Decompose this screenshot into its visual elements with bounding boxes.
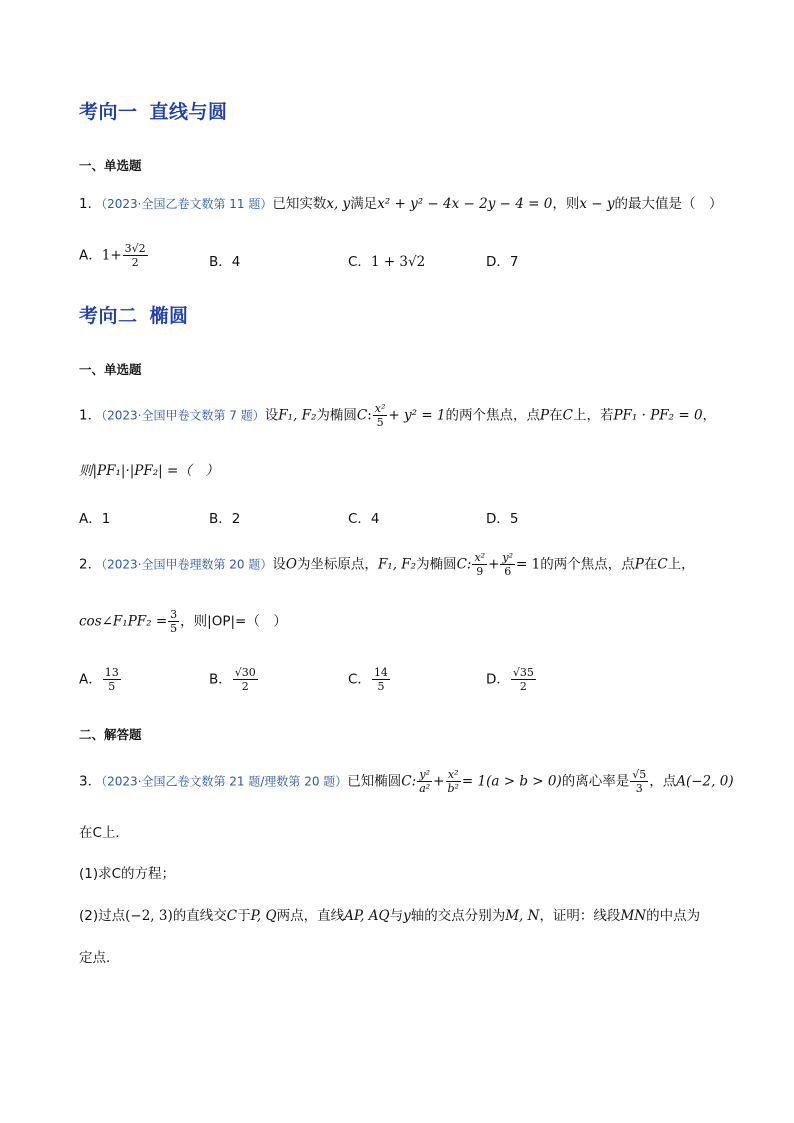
fraction-y-a xyxy=(417,768,432,795)
question-text: 为坐标原点， xyxy=(296,556,378,573)
question-text: 已知实数 xyxy=(272,196,327,212)
question-text: 设 xyxy=(264,407,279,424)
t2q2-option-b[interactable] xyxy=(209,666,259,693)
topic-1-title: 直线与圆 xyxy=(149,101,228,123)
fraction-numerator: √30 xyxy=(234,666,256,679)
option-label: D． xyxy=(486,671,510,688)
topic-1-section-single-choice: 一、单选题 xyxy=(79,158,142,173)
fraction-numerator: √5 xyxy=(632,768,647,781)
math-point: (−2, 3) xyxy=(125,908,173,924)
fraction-denominator: 2 xyxy=(519,680,527,693)
math-MN-segment: MN xyxy=(620,908,647,924)
question-text: 两点，直线 xyxy=(276,908,345,924)
question-text: 为椭圆 xyxy=(416,556,457,573)
option-math: 1+ xyxy=(101,247,122,264)
math-C: C xyxy=(562,407,573,424)
t2q1-option-a[interactable]: A．1 xyxy=(79,511,111,527)
t2-question-3-part-2 xyxy=(79,906,700,926)
fraction-numerator: 13 xyxy=(104,666,119,679)
question-source: （2023·全国乙卷文数第 11 题） xyxy=(101,197,273,211)
question-number: 1． xyxy=(79,407,102,424)
math-plus: + xyxy=(433,773,445,790)
fraction-denominator: 2 xyxy=(131,256,139,269)
question-text: 于 xyxy=(237,908,251,924)
question-text: 的两个焦点，点 xyxy=(445,407,541,424)
question-text: 上，若 xyxy=(572,407,614,424)
fraction-denominator: 5 xyxy=(377,680,385,693)
option-label: B． xyxy=(209,671,232,688)
math-PQ: P, Q xyxy=(250,908,277,924)
fraction-numerator: x² xyxy=(447,768,459,781)
math-plus: + xyxy=(488,556,500,573)
question-text: 为椭圆 xyxy=(316,407,357,424)
option-fraction xyxy=(372,666,390,693)
question-number: 1． xyxy=(79,196,102,212)
question-text: 轴的交点分别为 xyxy=(410,908,506,924)
math-eq: = 1 xyxy=(516,556,541,573)
math-cos: cos∠F₁PF₂ = xyxy=(79,613,168,630)
question-text: 的离心率是 xyxy=(561,773,630,790)
math-P: P xyxy=(634,556,644,573)
topic-1-heading xyxy=(79,97,228,124)
topic-2-label: 考向二 xyxy=(79,305,138,327)
question-text: 的最大值是（ ） xyxy=(614,196,723,212)
option-fraction xyxy=(233,666,258,693)
t2q1-option-d[interactable]: D．5 xyxy=(486,511,519,527)
question-text: 与 xyxy=(389,908,404,924)
question-text: 在 xyxy=(643,556,658,573)
math-O: O xyxy=(285,556,297,573)
option-label: C． xyxy=(348,254,371,270)
t2q1-option-c[interactable]: C．4 xyxy=(348,511,380,527)
fraction-x xyxy=(472,551,487,578)
question-text: 的直线交 xyxy=(172,908,227,924)
t2q2-option-a[interactable] xyxy=(79,666,122,693)
question-text: 的两个焦点，点 xyxy=(540,556,635,573)
math-MN: M, N xyxy=(505,908,540,924)
math-C: C: xyxy=(401,773,417,790)
fraction-denominator: 2 xyxy=(241,680,249,693)
fraction-numerator: y² xyxy=(419,768,430,781)
fraction-numerator: x² xyxy=(374,402,386,415)
fraction-denominator: a² xyxy=(419,782,431,795)
math-C: C xyxy=(226,908,238,924)
t2-question-3-line-2: 在C上． xyxy=(79,825,129,841)
option-fraction xyxy=(103,666,121,693)
t2-question-3 xyxy=(79,768,734,795)
question-text: 上， xyxy=(667,556,695,573)
math-P: P xyxy=(540,407,550,424)
option-label: A． xyxy=(79,247,102,264)
option-label: A． xyxy=(79,671,102,688)
t1q1-option-d[interactable]: D．7 xyxy=(486,254,519,270)
t2-question-2-line-2 xyxy=(79,608,287,635)
t2-question-3-part-1: (1)求C的方程； xyxy=(79,866,176,882)
math-C: C xyxy=(657,556,668,573)
t1q1-option-a[interactable] xyxy=(79,242,149,269)
fraction-eccentricity xyxy=(630,768,648,795)
fraction-numerator: y² xyxy=(502,551,514,564)
fraction-numerator: 3√2 xyxy=(124,242,146,255)
question-text: ， xyxy=(702,407,717,424)
t2q1-option-b[interactable]: B．2 xyxy=(209,511,241,527)
question-number: 2． xyxy=(79,556,102,573)
topic-2-section-single-choice: 一、单选题 xyxy=(79,362,142,377)
math-rest: + y² = 1 xyxy=(388,407,446,424)
t1q1-option-c[interactable] xyxy=(348,250,425,270)
fraction-denominator: 3 xyxy=(635,782,643,795)
math-y: y xyxy=(403,908,411,924)
topic-2-section-answer: 二、解答题 xyxy=(79,727,142,742)
math-C: C xyxy=(356,407,368,424)
fraction-cos xyxy=(168,608,179,635)
fraction-denominator: 5 xyxy=(108,680,116,693)
fraction-numerator: √35 xyxy=(512,666,534,679)
math-AP-AQ: AP, AQ xyxy=(344,908,390,924)
ellipse-fraction xyxy=(373,402,388,429)
fraction-denominator: 9 xyxy=(476,565,484,578)
question-text: 在 xyxy=(549,407,563,424)
t2-question-1-line-2: 则|PF₁|·|PF₂| =（ ） xyxy=(79,463,219,479)
option-math: 1 + 3√2 xyxy=(370,254,426,270)
math-C: C: xyxy=(456,556,472,573)
fraction-y xyxy=(500,551,515,578)
math-point-A: A(−2, 0) xyxy=(676,773,734,790)
math-foci: F₁, F₂ xyxy=(278,407,317,424)
t2-question-1 xyxy=(79,402,716,429)
question-number: 3． xyxy=(79,773,102,790)
topic-2-title: 椭圆 xyxy=(149,305,189,327)
t2q2-option-d[interactable] xyxy=(486,666,537,693)
option-fraction xyxy=(511,666,536,693)
option-a-fraction xyxy=(123,242,148,269)
question-text: ，证明：线段 xyxy=(539,908,621,924)
question-text: (2)过点 xyxy=(79,908,126,924)
fraction-numerator: 14 xyxy=(373,666,388,679)
fraction-denominator: 6 xyxy=(504,565,512,578)
fraction-x-b xyxy=(445,768,460,795)
math-eq: = 1(a > b > 0) xyxy=(461,773,562,790)
fraction-numerator: x² xyxy=(474,551,486,564)
topic-1-label: 考向一 xyxy=(79,101,138,123)
question-text: ，则|OP|=（ ） xyxy=(180,613,287,630)
t2-question-3-part-2-line-2: 定点． xyxy=(79,950,120,966)
question-source: （2023·全国乙卷文数第 21 题/理数第 20 题） xyxy=(101,774,348,789)
fraction-denominator: b² xyxy=(447,782,459,795)
math-colon: : xyxy=(367,407,372,424)
t1-question-1 xyxy=(79,194,722,214)
topic-2-heading xyxy=(79,301,189,328)
fraction-denominator: 5 xyxy=(376,416,384,429)
question-source: （2023·全国甲卷文数第 7 题） xyxy=(101,408,265,423)
question-text: 满足 xyxy=(350,196,378,212)
math-expression: x − y xyxy=(579,196,615,212)
t2q2-option-c[interactable] xyxy=(348,666,391,693)
question-text: 设 xyxy=(272,556,286,573)
question-text: 已知椭圆 xyxy=(347,773,402,790)
option-label: C． xyxy=(348,671,371,688)
math-vector: PF₁ · PF₂ = 0 xyxy=(613,407,703,424)
question-text: ，则 xyxy=(552,196,580,212)
question-text: 的中点为 xyxy=(646,908,701,924)
fraction-numerator: 3 xyxy=(170,608,178,621)
t1q1-option-b[interactable]: B．4 xyxy=(209,254,241,270)
math-equation: x² + y² − 4x − 2y − 4 = 0 xyxy=(377,196,553,212)
question-source: （2023·全国甲卷理数第 20 题） xyxy=(101,557,273,572)
fraction-denominator: 5 xyxy=(170,622,178,635)
t2-question-2 xyxy=(79,551,695,578)
question-text: ，点 xyxy=(649,773,677,790)
math-foci: F₁, F₂ xyxy=(377,556,417,573)
math-vars: x, y xyxy=(326,196,351,212)
